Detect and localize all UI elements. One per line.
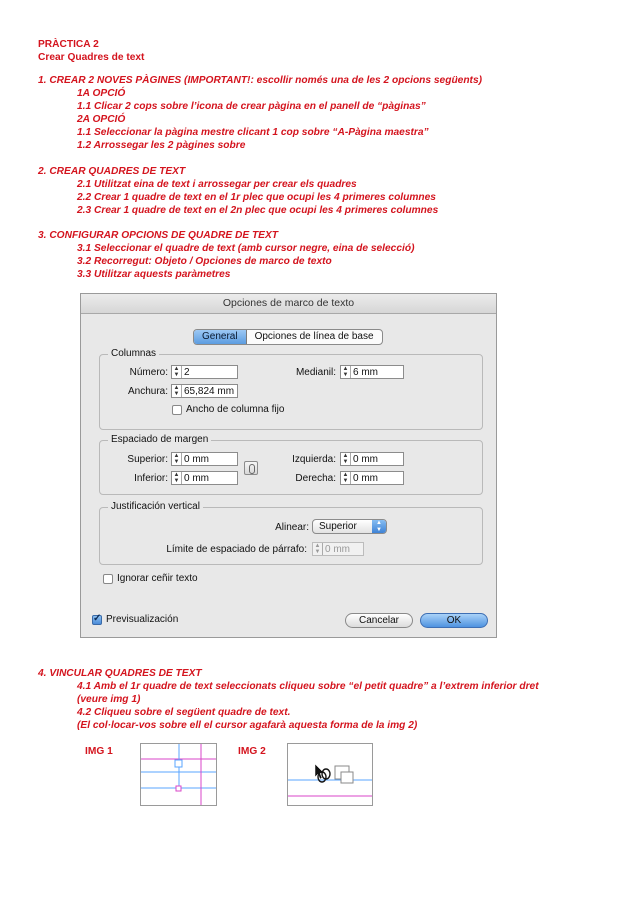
img1-text-frame-screenshot <box>140 743 217 806</box>
section-2-heading: 2. CREAR QUADRES DE TEXT <box>38 166 186 177</box>
inset-top-label: Superior: <box>127 454 168 465</box>
section-2-line: 2.3 Crear 1 quadre de text en el 2n plec que ocupi les 4 primeres columnes <box>77 205 439 216</box>
select-arrows-icon: ▲ ▼ <box>372 520 386 533</box>
section-1-line: 2A OPCIÓ <box>77 114 126 125</box>
doc-subtitle: Crear Quadres de text <box>38 52 145 63</box>
stepper-icon[interactable]: ▲ ▼ <box>341 453 351 465</box>
align-select[interactable] <box>312 519 387 534</box>
ok-button[interactable]: OK <box>420 613 488 628</box>
inset-right-value: 0 mm <box>353 472 378 484</box>
section-1-heading: 1. CREAR 2 NOVES PÀGINES (IMPORTANT!: escollir només una de les 2 opcions següents) <box>38 75 483 86</box>
inset-right-label: Derecha: <box>295 473 336 484</box>
section-2-line: 2.2 Crear 1 quadre de text en el 1r plec que ocupi les 4 primeres columnes <box>77 192 436 203</box>
img1-illustration <box>141 744 216 805</box>
chain-link-icon[interactable] <box>244 461 258 475</box>
preview-checkbox[interactable] <box>92 615 102 625</box>
inset-bottom-label: Inferior: <box>134 473 168 484</box>
dialog-tabs <box>193 329 383 345</box>
columns-number-label: Número: <box>129 367 168 378</box>
inset-spacing-group-title: Espaciado de margen <box>108 434 211 445</box>
fixed-column-width-checkbox[interactable] <box>172 405 182 415</box>
img2-illustration <box>288 744 372 805</box>
inset-top-field[interactable] <box>171 452 238 466</box>
section-1-line: 1.1 Clicar 2 cops sobre l’icona de crear pàgina en el panell de “pàginas” <box>77 101 426 112</box>
gutter-value: 6 mm <box>353 366 378 378</box>
text-frame-options-dialog <box>80 293 497 638</box>
inset-bottom-field[interactable] <box>171 471 238 485</box>
gutter-field[interactable] <box>340 365 404 379</box>
stepper-icon[interactable]: ▲ ▼ <box>313 543 323 555</box>
columns-number-field[interactable] <box>171 365 238 379</box>
section-2-line: 2.1 Utilitzat eina de text i arrossegar per crear els quadres <box>77 179 357 190</box>
stepper-icon[interactable]: ▲ ▼ <box>172 385 182 397</box>
section-3-line: 3.1 Seleccionar el quadre de text (amb cursor negre, eina de selecció) <box>77 243 415 254</box>
section-4-line: 4.2 Cliqueu sobre el següent quadre de text. <box>77 707 291 718</box>
inset-right-field[interactable] <box>340 471 404 485</box>
inset-top-value: 0 mm <box>184 453 209 465</box>
section-4-heading: 4. VINCULAR QUADRES DE TEXT <box>38 668 202 679</box>
inset-spacing-group <box>99 434 483 495</box>
section-3-line: 3.3 Utilitzar aquests paràmetres <box>77 269 231 280</box>
section-1-line: 1.2 Arrossegar les 2 pàgines sobre <box>77 140 246 151</box>
img2-label: IMG 2 <box>238 746 266 757</box>
paragraph-spacing-limit-field[interactable] <box>312 542 364 556</box>
gutter-label: Medianil: <box>295 367 336 378</box>
align-label: Alinear: <box>275 522 309 533</box>
paragraph-spacing-limit-value: 0 mm <box>325 543 350 555</box>
section-4-line: 4.1 Amb el 1r quadre de text seleccionats cliqueu sobre “el petit quadre” a l’extrem inferior dret <box>77 681 539 692</box>
img2-link-cursor-screenshot <box>287 743 373 806</box>
img1-label: IMG 1 <box>85 746 113 757</box>
column-width-value: 65,824 mm <box>184 385 235 397</box>
column-width-label: Anchura: <box>127 386 168 397</box>
paragraph-spacing-limit-label: Límite de espaciado de párrafo: <box>166 544 307 555</box>
dialog-title: Opciones de marco de texto <box>81 294 496 314</box>
stepper-icon[interactable]: ▲ ▼ <box>172 453 182 465</box>
stepper-icon[interactable]: ▲ ▼ <box>341 366 351 378</box>
ignore-text-wrap-label: Ignorar ceñir texto <box>117 573 198 584</box>
preview-label: Previsualización <box>106 614 179 625</box>
section-1-line: 1.1 Seleccionar la pàgina mestre clicant 1 cop sobre “A-Pàgina maestra” <box>77 127 429 138</box>
section-1-line: 1A OPCIÓ <box>77 88 126 99</box>
section-4-line: (veure img 1) <box>77 694 141 705</box>
inset-bottom-value: 0 mm <box>184 472 209 484</box>
align-select-value: Superior <box>319 521 357 532</box>
vertical-justification-group <box>99 501 483 565</box>
tab-baseline-options[interactable]: Opciones de línea de base <box>254 331 374 342</box>
cancel-button[interactable]: Cancelar <box>345 613 413 628</box>
inset-left-value: 0 mm <box>353 453 378 465</box>
inset-left-label: Izquierda: <box>292 454 336 465</box>
columns-group-title: Columnas <box>108 348 159 359</box>
section-4-line: (El col·locar-vos sobre ell el cursor agafarà aquesta forma de la img 2) <box>77 720 418 731</box>
doc-title: PRÀCTICA 2 <box>38 39 99 50</box>
fixed-column-width-label: Ancho de columna fijo <box>186 404 285 415</box>
tab-general[interactable]: General <box>194 330 247 344</box>
section-3-heading: 3. CONFIGURAR OPCIONS DE QUADRE DE TEXT <box>38 230 278 241</box>
section-3-line: 3.2 Recorregut: Objeto / Opciones de marco de texto <box>77 256 332 267</box>
stepper-icon[interactable]: ▲ ▼ <box>172 472 182 484</box>
stepper-icon[interactable]: ▲ ▼ <box>172 366 182 378</box>
columns-number-value: 2 <box>184 366 190 378</box>
column-width-field[interactable] <box>171 384 238 398</box>
inset-left-field[interactable] <box>340 452 404 466</box>
vertical-justification-group-title: Justificación vertical <box>108 501 203 512</box>
stepper-icon[interactable]: ▲ ▼ <box>341 472 351 484</box>
ignore-text-wrap-checkbox[interactable] <box>103 574 113 584</box>
